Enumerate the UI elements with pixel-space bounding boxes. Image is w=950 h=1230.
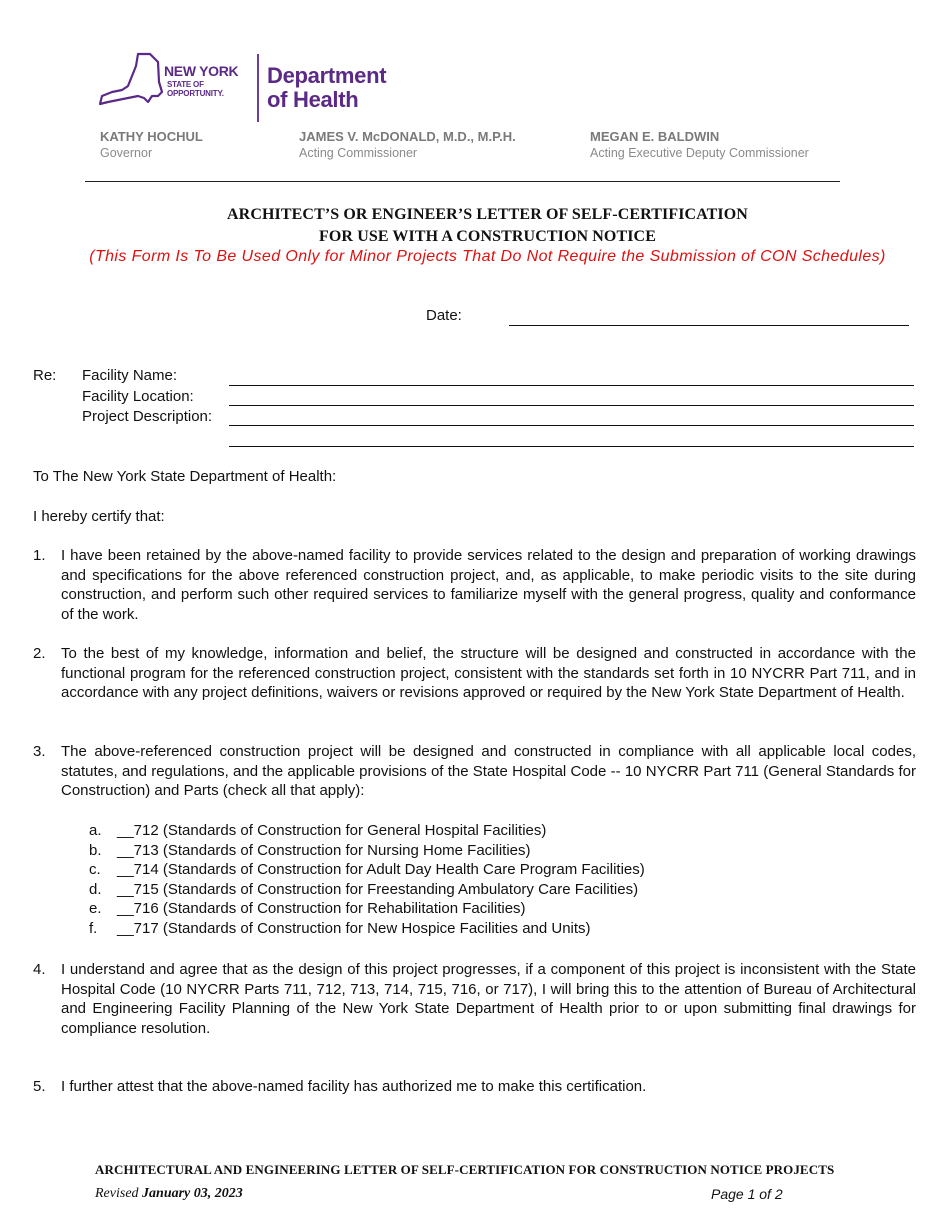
form-title-line1: ARCHITECT’S OR ENGINEER’S LETTER OF SELF-CERTIFICATION bbox=[227, 206, 748, 223]
item-number: 3. bbox=[33, 743, 46, 760]
item-number: 2. bbox=[33, 645, 46, 662]
subitem-letter: b. bbox=[89, 842, 102, 859]
logo-divider bbox=[257, 54, 259, 122]
checklist-item-716[interactable]: __716 (Standards of Construction for Rehabilitation Facilities) bbox=[117, 900, 526, 917]
official-name-deputy: MEGAN E. BALDWIN bbox=[590, 129, 720, 144]
facility-name-label: Facility Name: bbox=[82, 367, 178, 384]
official-name-governor: KATHY HOCHUL bbox=[100, 129, 203, 144]
facility-location-field[interactable] bbox=[229, 405, 914, 406]
form-title-line2: FOR USE WITH A CONSTRUCTION NOTICE bbox=[319, 228, 656, 245]
department-of-health-logo-text: Department of Health bbox=[267, 63, 387, 112]
footer-revised: Revised January 03, 2023 bbox=[95, 1186, 243, 1201]
checklist-item-713[interactable]: __713 (Standards of Construction for Nursing Home Facilities) bbox=[117, 842, 531, 859]
subitem-letter: c. bbox=[89, 861, 101, 878]
date-label: Date: bbox=[426, 307, 462, 324]
subitem-letter: f. bbox=[89, 920, 98, 937]
checklist-item-714[interactable]: __714 (Standards of Construction for Adult Day Health Care Program Facilities) bbox=[117, 861, 645, 878]
official-title-commissioner: Acting Commissioner bbox=[299, 146, 418, 160]
project-description-field[interactable] bbox=[229, 425, 914, 426]
certification-item-3: The above-referenced construction project will be designed and constructed in compliance with all applicable local codes, statutes, and regulations, and the applicable provisions of the State Hospital Code -- 10 NYCRR Part 711 (General Standards for Construction) and Parts (check all that apply): bbox=[61, 743, 916, 800]
page-number: Page 1 of 2 bbox=[711, 1186, 783, 1202]
ny-logo-main-text: NEW YORK bbox=[164, 63, 239, 79]
certification-item-4: I understand and agree that as the design of this project progresses, if a component of this project is inconsistent with the State Hospital Code (10 NYCRR Parts 711, 712, 713, 714, 715, 716, or 717), I will bring this to the attention of Bureau of Architectural and Engineering Facility Planning of the New York State Department of Health prior to or upon submitting final drawings for compliance resolution. bbox=[61, 961, 916, 1037]
new-york-state-outline-icon bbox=[98, 52, 164, 108]
project-description-label: Project Description: bbox=[82, 408, 213, 425]
official-name-commissioner: JAMES V. McDONALD, M.D., M.P.H. bbox=[299, 129, 516, 144]
item-number: 5. bbox=[33, 1078, 46, 1095]
certification-item-2: To the best of my knowledge, information and belief, the structure will be designed and constructed in accordance with the functional program for the referenced construction project, consistent with the standards set forth in 10 NYCRR Part 711, and in accordance with any project definitions, waivers or revisions approved or required by the New York State Department of Health. bbox=[61, 645, 916, 702]
facility-location-label: Facility Location: bbox=[82, 388, 194, 405]
subitem-letter: e. bbox=[89, 900, 102, 917]
certification-item-1: I have been retained by the above-named facility to provide services related to the design and preparation of working drawings and specifications for the above referenced construction project, and, as applicable, to make periodic visits to the site during construction, and perform such other required services to familiarize myself with the general progress, quality and conformance of the work. bbox=[61, 547, 916, 623]
checklist-item-717[interactable]: __717 (Standards of Construction for New Hospice Facilities and Units) bbox=[117, 920, 591, 937]
project-description-field-line2[interactable] bbox=[229, 446, 914, 447]
header-divider bbox=[85, 181, 840, 182]
form-subtitle-warning: (This Form Is To Be Used Only for Minor Projects That Do Not Require the Submission of CON Schedules) bbox=[89, 248, 886, 265]
certification-item-5: I further attest that the above-named facility has authorized me to make this certification. bbox=[61, 1078, 647, 1095]
ny-logo-tagline: STATE OF OPPORTUNITY. bbox=[167, 80, 224, 98]
subitem-letter: d. bbox=[89, 881, 102, 898]
checklist-item-712[interactable]: __712 (Standards of Construction for General Hospital Facilities) bbox=[117, 822, 547, 839]
certify-intro: I hereby certify that: bbox=[33, 508, 165, 525]
facility-name-field[interactable] bbox=[229, 385, 914, 386]
re-label: Re: bbox=[33, 367, 57, 384]
salutation: To The New York State Department of Health: bbox=[33, 468, 337, 485]
checklist-item-715[interactable]: __715 (Standards of Construction for Freestanding Ambulatory Care Facilities) bbox=[117, 881, 639, 898]
item-number: 1. bbox=[33, 547, 46, 564]
subitem-letter: a. bbox=[89, 822, 102, 839]
official-title-governor: Governor bbox=[100, 146, 153, 160]
item-number: 4. bbox=[33, 961, 46, 978]
official-title-deputy: Acting Executive Deputy Commissioner bbox=[590, 146, 809, 160]
footer-title: ARCHITECTURAL AND ENGINEERING LETTER OF SELF-CERTIFICATION FOR CONSTRUCTION NOTICE PROJECTS bbox=[95, 1162, 835, 1177]
date-field[interactable] bbox=[509, 325, 909, 326]
